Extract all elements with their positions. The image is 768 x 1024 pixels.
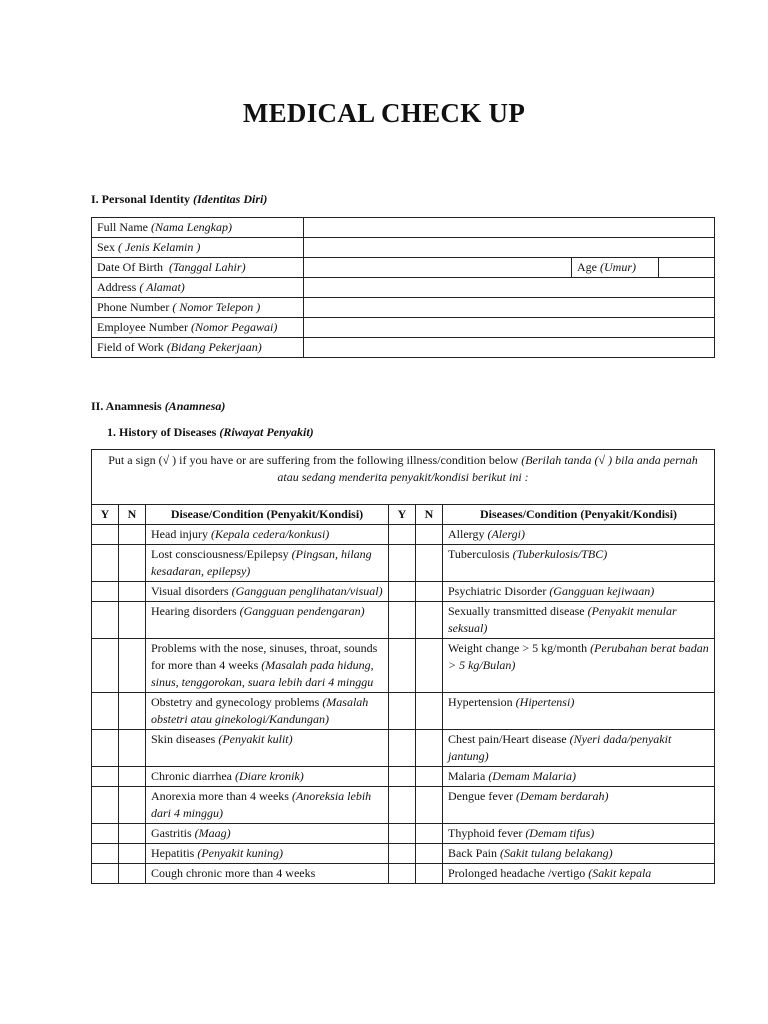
condition-label: Hepatitis bbox=[151, 846, 195, 860]
left-condition-cell bbox=[146, 525, 389, 545]
page-title: MEDICAL CHECK UP bbox=[242, 98, 526, 128]
condition-label: Prolonged headache /vertigo bbox=[448, 866, 586, 880]
history-of-diseases-table bbox=[91, 449, 715, 884]
condition-translation: (Sakit tulang belakang) bbox=[500, 846, 613, 860]
condition-label: Chest pain/Heart disease bbox=[448, 732, 567, 746]
condition-label: Head injury bbox=[151, 527, 208, 541]
right-condition-cell bbox=[443, 844, 715, 864]
right-condition-cell bbox=[443, 639, 715, 693]
yes-checkbox-cell[interactable] bbox=[389, 545, 416, 582]
condition-label: Visual disorders bbox=[151, 584, 229, 598]
phone-number-field[interactable] bbox=[304, 298, 715, 318]
table-row bbox=[92, 787, 715, 824]
no-checkbox-cell[interactable] bbox=[416, 787, 443, 824]
condition-label: Problems with the nose, sinuses, throat, sounds for more than 4 weeks bbox=[151, 641, 378, 672]
condition-label: Dengue fever bbox=[448, 789, 513, 803]
condition-translation: (Pingsan, hilang kesadaran, epilepsy) bbox=[151, 547, 372, 578]
identity-label: Full Name (Nama Lengkap) bbox=[92, 218, 304, 238]
header-disease-condition: Disease/Condition (Penyakit/Kondisi) bbox=[146, 505, 389, 525]
yes-checkbox-cell[interactable] bbox=[389, 767, 416, 787]
yes-checkbox-cell[interactable] bbox=[389, 864, 416, 884]
no-checkbox-cell[interactable] bbox=[416, 864, 443, 884]
condition-translation: (Penyakit kulit) bbox=[218, 732, 293, 746]
condition-translation: (Tuberkulosis/TBC) bbox=[512, 547, 608, 561]
no-checkbox-cell[interactable] bbox=[119, 767, 146, 787]
yes-checkbox-cell[interactable] bbox=[92, 787, 119, 824]
no-checkbox-cell[interactable] bbox=[119, 525, 146, 545]
no-checkbox-cell[interactable] bbox=[119, 824, 146, 844]
table-row bbox=[92, 864, 715, 884]
right-condition-cell bbox=[443, 582, 715, 602]
header-y: Y bbox=[92, 505, 119, 525]
right-condition-cell bbox=[443, 824, 715, 844]
condition-translation: (Demam Malaria) bbox=[488, 769, 576, 783]
no-checkbox-cell[interactable] bbox=[119, 730, 146, 767]
condition-label: Gastritis bbox=[151, 826, 192, 840]
condition-translation: (Gangguan penglihatan/visual) bbox=[231, 584, 383, 598]
condition-translation: (Nyeri dada/penyakit jantung) bbox=[448, 732, 672, 763]
condition-label: Tuberculosis bbox=[448, 547, 510, 561]
table-row bbox=[92, 844, 715, 864]
condition-translation: (Penyakit kuning) bbox=[197, 846, 283, 860]
no-checkbox-cell[interactable] bbox=[119, 602, 146, 639]
condition-translation: (Perubahan berat badan > 5 kg/Bulan) bbox=[448, 641, 709, 672]
condition-translation: (Demam berdarah) bbox=[515, 789, 609, 803]
condition-translation: (Maag) bbox=[194, 826, 231, 840]
right-condition-cell bbox=[443, 767, 715, 787]
history-of-diseases-heading bbox=[107, 425, 314, 441]
column-header-row bbox=[92, 505, 715, 525]
section-heading-text: II. Anamnesis bbox=[91, 399, 162, 413]
no-checkbox-cell[interactable] bbox=[119, 693, 146, 730]
section-anamnesis-heading bbox=[91, 399, 225, 415]
no-checkbox-cell[interactable] bbox=[416, 767, 443, 787]
yes-checkbox-cell[interactable] bbox=[92, 545, 119, 582]
condition-translation: (Gangguan kejiwaan) bbox=[549, 584, 655, 598]
yes-checkbox-cell[interactable] bbox=[92, 693, 119, 730]
right-condition-cell bbox=[443, 730, 715, 767]
right-condition-cell bbox=[443, 693, 715, 730]
instruction-text: Put a sign (√ ) if you have or are suffering from the following illness/condition below (Berilah tanda (√ ) bila anda pernah atau sedang menderita penyakit/kondisi berikut ini : bbox=[92, 450, 715, 505]
yes-checkbox-cell[interactable] bbox=[389, 844, 416, 864]
employee-number-field[interactable] bbox=[304, 318, 715, 338]
condition-label: Hearing disorders bbox=[151, 604, 237, 618]
condition-translation: (Diare kronik) bbox=[234, 769, 304, 783]
header-n: N bbox=[416, 505, 443, 525]
condition-label: Allergy bbox=[448, 527, 485, 541]
identity-label: Date Of Birth (Tanggal Lahir) bbox=[92, 258, 304, 278]
date-of-birth-field[interactable] bbox=[304, 258, 572, 278]
section-heading-text: I. Personal Identity bbox=[91, 192, 190, 206]
condition-translation: (Masalah obstetri atau ginekologi/Kandungan) bbox=[151, 695, 369, 726]
condition-label: Sexually transmitted disease bbox=[448, 604, 585, 618]
table-row bbox=[92, 730, 715, 767]
yes-checkbox-cell[interactable] bbox=[389, 639, 416, 693]
yes-checkbox-cell[interactable] bbox=[92, 639, 119, 693]
condition-label: Back Pain bbox=[448, 846, 497, 860]
condition-translation: (Demam tifus) bbox=[525, 826, 595, 840]
left-condition-cell bbox=[146, 844, 389, 864]
condition-translation: (Anoreksia lebih dari 4 minggu) bbox=[151, 789, 372, 820]
table-row bbox=[92, 639, 715, 693]
yes-checkbox-cell[interactable] bbox=[92, 602, 119, 639]
condition-label: Chronic diarrhea bbox=[151, 769, 232, 783]
left-condition-cell bbox=[146, 639, 389, 693]
table-row bbox=[92, 545, 715, 582]
left-condition-cell bbox=[146, 787, 389, 824]
left-condition-cell bbox=[146, 767, 389, 787]
no-checkbox-cell[interactable] bbox=[119, 545, 146, 582]
full-name-field[interactable] bbox=[304, 218, 715, 238]
yes-checkbox-cell[interactable] bbox=[389, 693, 416, 730]
condition-label: Thyphoid fever bbox=[448, 826, 523, 840]
sex-field[interactable] bbox=[304, 238, 715, 258]
header-y: Y bbox=[389, 505, 416, 525]
condition-translation: (Masalah pada hidung, sinus, tenggorokan, suara lebih dari 4 minggu bbox=[151, 658, 374, 689]
identity-label: Sex ( Jenis Kelamin ) bbox=[92, 238, 304, 258]
condition-label: Weight change > 5 kg/month bbox=[448, 641, 588, 655]
no-checkbox-cell[interactable] bbox=[416, 602, 443, 639]
left-condition-cell bbox=[146, 602, 389, 639]
yes-checkbox-cell[interactable] bbox=[389, 824, 416, 844]
yes-checkbox-cell[interactable] bbox=[389, 602, 416, 639]
no-checkbox-cell[interactable] bbox=[416, 545, 443, 582]
subsection-heading-text: 1. History of Diseases bbox=[107, 425, 217, 439]
yes-checkbox-cell[interactable] bbox=[92, 844, 119, 864]
no-checkbox-cell[interactable] bbox=[119, 787, 146, 824]
identity-row-phone-number bbox=[92, 298, 715, 318]
no-checkbox-cell[interactable] bbox=[416, 824, 443, 844]
yes-checkbox-cell[interactable] bbox=[389, 787, 416, 824]
instruction-row bbox=[92, 450, 715, 505]
identity-label: Employee Number (Nomor Pegawai) bbox=[92, 318, 304, 338]
disease-rows bbox=[92, 525, 715, 884]
condition-translation: (Kepala cedera/konkusi) bbox=[210, 527, 330, 541]
no-checkbox-cell[interactable] bbox=[416, 693, 443, 730]
condition-label: Skin diseases bbox=[151, 732, 216, 746]
left-condition-cell bbox=[146, 693, 389, 730]
no-checkbox-cell[interactable] bbox=[416, 525, 443, 545]
identity-row-sex bbox=[92, 238, 715, 258]
yes-checkbox-cell[interactable] bbox=[389, 582, 416, 602]
age-field[interactable] bbox=[659, 258, 715, 278]
left-condition-cell bbox=[146, 864, 389, 884]
no-checkbox-cell[interactable] bbox=[119, 639, 146, 693]
section-personal-identity-heading bbox=[91, 192, 267, 208]
right-condition-cell bbox=[443, 864, 715, 884]
yes-checkbox-cell[interactable] bbox=[92, 864, 119, 884]
condition-label: Psychiatric Disorder bbox=[448, 584, 547, 598]
yes-checkbox-cell[interactable] bbox=[92, 525, 119, 545]
table-row bbox=[92, 602, 715, 639]
no-checkbox-cell[interactable] bbox=[119, 582, 146, 602]
condition-translation: (Alergi) bbox=[487, 527, 525, 541]
identity-row-full-name bbox=[92, 218, 715, 238]
table-row bbox=[92, 693, 715, 730]
yes-checkbox-cell[interactable] bbox=[389, 525, 416, 545]
header-n: N bbox=[119, 505, 146, 525]
section-heading-translation: (Identitas Diri) bbox=[193, 192, 268, 206]
no-checkbox-cell[interactable] bbox=[416, 582, 443, 602]
left-condition-cell bbox=[146, 545, 389, 582]
header-diseases-condition: Diseases/Condition (Penyakit/Kondisi) bbox=[443, 505, 715, 525]
no-checkbox-cell[interactable] bbox=[416, 844, 443, 864]
table-row bbox=[92, 525, 715, 545]
condition-label: Hypertension bbox=[448, 695, 513, 709]
identity-row-field-of-work bbox=[92, 338, 715, 358]
condition-translation: (Gangguan pendengaran) bbox=[239, 604, 365, 618]
condition-label: Malaria bbox=[448, 769, 486, 783]
right-condition-cell bbox=[443, 525, 715, 545]
condition-translation: (Penyakit menular seksual) bbox=[448, 604, 677, 635]
table-row bbox=[92, 767, 715, 787]
address-field[interactable] bbox=[304, 278, 715, 298]
no-checkbox-cell[interactable] bbox=[416, 730, 443, 767]
condition-translation: (Hipertensi) bbox=[515, 695, 575, 709]
identity-row-address bbox=[92, 278, 715, 298]
no-checkbox-cell[interactable] bbox=[416, 639, 443, 693]
condition-label: Cough chronic more than 4 weeks bbox=[151, 866, 316, 880]
right-condition-cell bbox=[443, 602, 715, 639]
table-row bbox=[92, 824, 715, 844]
no-checkbox-cell[interactable] bbox=[119, 864, 146, 884]
yes-checkbox-cell[interactable] bbox=[92, 824, 119, 844]
age-label: Age (Umur) bbox=[572, 258, 659, 278]
field-of-work-field[interactable] bbox=[304, 338, 715, 358]
table-row bbox=[92, 582, 715, 602]
subsection-heading-translation: (Riwayat Penyakit) bbox=[219, 425, 314, 439]
yes-checkbox-cell[interactable] bbox=[389, 730, 416, 767]
right-condition-cell bbox=[443, 787, 715, 824]
identity-label: Phone Number ( Nomor Telepon ) bbox=[92, 298, 304, 318]
yes-checkbox-cell[interactable] bbox=[92, 582, 119, 602]
identity-label: Address ( Alamat) bbox=[92, 278, 304, 298]
personal-identity-table bbox=[91, 217, 715, 358]
condition-translation: (Sakit kepala bbox=[588, 866, 652, 880]
left-condition-cell bbox=[146, 582, 389, 602]
yes-checkbox-cell[interactable] bbox=[92, 767, 119, 787]
condition-label: Obstetry and gynecology problems bbox=[151, 695, 320, 709]
left-condition-cell bbox=[146, 824, 389, 844]
yes-checkbox-cell[interactable] bbox=[92, 730, 119, 767]
right-condition-cell bbox=[443, 545, 715, 582]
no-checkbox-cell[interactable] bbox=[119, 844, 146, 864]
identity-row-employee-number bbox=[92, 318, 715, 338]
identity-label: Field of Work (Bidang Pekerjaan) bbox=[92, 338, 304, 358]
condition-label: Anorexia more than 4 weeks bbox=[151, 789, 289, 803]
condition-label: Lost consciousness/Epilepsy bbox=[151, 547, 289, 561]
identity-row-date-of-birth bbox=[92, 258, 715, 278]
section-heading-translation: (Anamnesa) bbox=[164, 399, 226, 413]
left-condition-cell bbox=[146, 730, 389, 767]
